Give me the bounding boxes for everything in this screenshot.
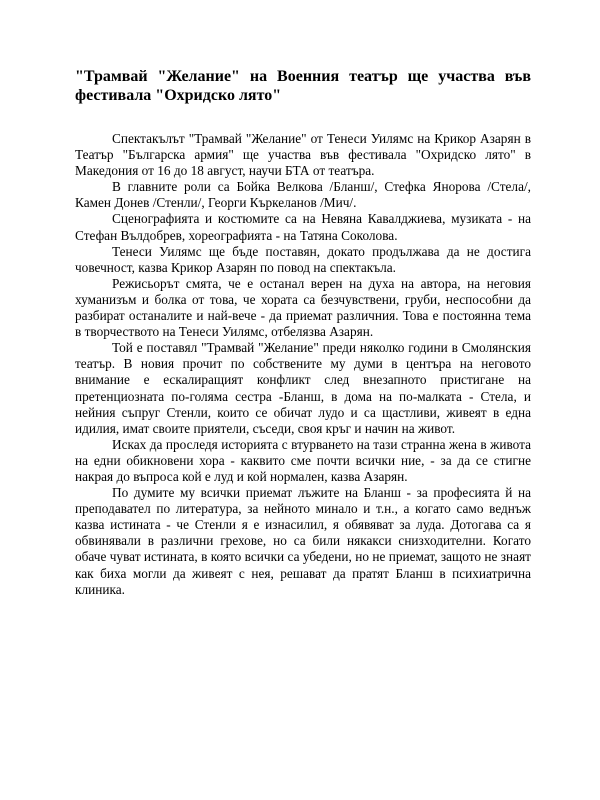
paragraph: В главните роли са Бойка Велкова /Бланш/, Стефка Янорова /Стела/, Камен Донев /Стенли/, Георги Къркеланов /Мич/. — [75, 179, 531, 211]
paragraph: Режисьорът смята, че е останал верен на духа на автора, на неговия хуманизъм и болка от това, че хората са безчувствени, груби, неспособни да разбират останалите и най-вече - да приемат различния. Това е постоянна тема в творчеството на Тенеси Уилямс, отбелязва Азарян. — [75, 275, 531, 340]
paragraph: Искаx да проследя историята с втурването на тази странна жена в живота на едни обикновени хора - каквито сме почти всички ние, - за да се стигне накрая до въпроса кой е луд и кой нормален, казва Азарян. — [75, 436, 531, 484]
paragraph: Спектакълът "Трамвай "Желание" от Тенеси Уилямс на Крикор Азарян в Театър "Българска армия" ще участва във фестивала "Охридско лято" в Македония от 16 до 18 август, научи БТА от театъра. — [75, 131, 531, 179]
paragraph: По думите му всички приемат лъжите на Бланш - за професията й на преподавател по литература, за нейното минало и т.н., а когато само веднъж казва истината - че Стенли я е изнасилил, я обявяват за луда. Дотогава са я обвинявали в различни грехове, но са били някакси снизходителни. Когато обаче чуват истината, в която всички са убедени, но не приемат, защото не знаят как биха могли да живеят с нея, решават да пратят Бланш в психиатрична клиника. — [75, 485, 531, 597]
document-page — [75, 67, 531, 598]
paragraph: Той е поставял "Трамвай "Желание" преди няколко години в Смолянския театър. В новия прочит по собствените му думи в центъра на неговото внимание е ескалиращият конфликт след внезапното пристигане на претенциозната по-голяма сестра -Бланш, в дома на по-малката - Стела, и нейния съпруг Стенли, които се обичат лудо и са щастливи, живеят в една идилия, имат своите приятели, съседи, своя кръг и начин на живот. — [75, 340, 531, 436]
paragraph: Сценографията и костюмите са на Невяна Кавалджиева, музиката - на Стефан Вълдобрев, хореографията - на Татяна Соколова. — [75, 211, 531, 243]
article-title: "Трамвай "Желание" на Военния театър ще участва във фестивала "Охридско лято" — [75, 68, 531, 104]
paragraph: Тенеси Уилямс ще бъде поставян, докато продължава да не достига човечност, казва Крикор Азарян по повод на спектакъла. — [75, 243, 531, 275]
article-body — [75, 131, 531, 598]
